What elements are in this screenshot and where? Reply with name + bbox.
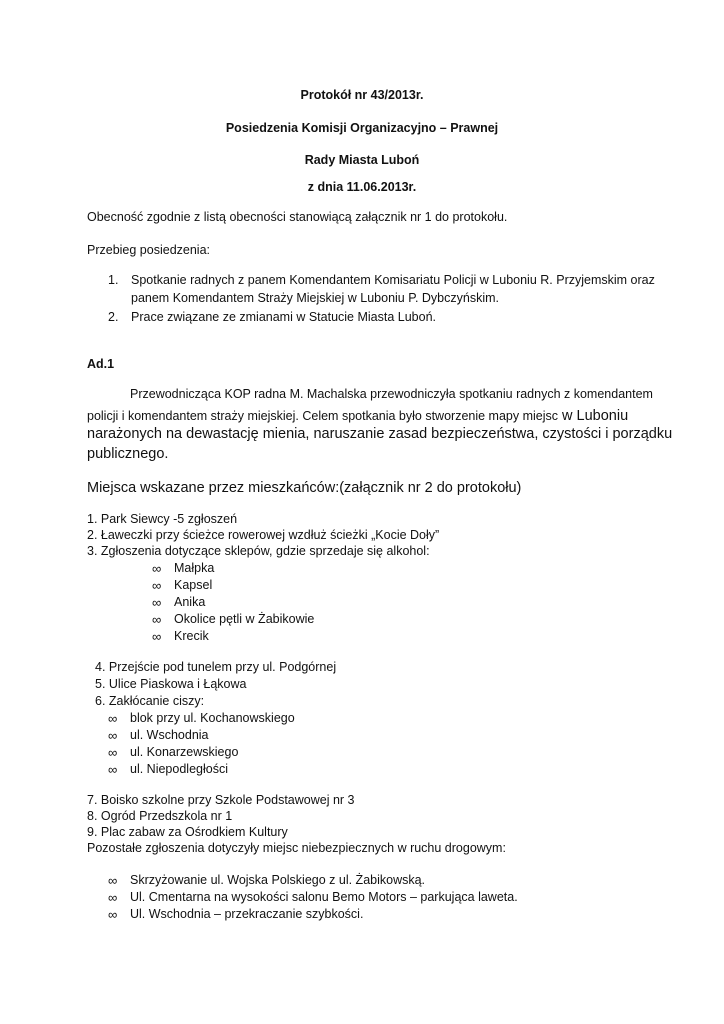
agenda-item-number: 2. bbox=[108, 310, 119, 324]
list-item: 1. Park Siewcy -5 zgłoszeń bbox=[87, 512, 238, 526]
shop-item: Okolice pętli w Żabikowie bbox=[174, 612, 315, 626]
paragraph-line: policji i komendantem straży miejskiej. Celem spotkania było stworzenie mapy miejsc w Luboniu bbox=[87, 408, 629, 424]
bullet-icon: ∞ bbox=[152, 595, 162, 610]
traffic-item: Ul. Cmentarna na wysokości salonu Bemo Motors – parkująca laweta. bbox=[130, 890, 518, 904]
bullet-icon: ∞ bbox=[108, 711, 118, 726]
list-item: 5. Ulice Piaskowa i Łąkowa bbox=[95, 677, 247, 691]
places-title: Miejsca wskazane przez mieszkańców:(załącznik nr 2 do protokołu) bbox=[87, 480, 522, 496]
noise-location: blok przy ul. Kochanowskiego bbox=[130, 711, 295, 725]
list-item: 2. Ławeczki przy ścieżce rowerowej wzdłuż ścieżki „Kocie Doły” bbox=[87, 528, 440, 542]
list-item: 7. Boisko szkolne przy Szkole Podstawowej nr 3 bbox=[87, 793, 355, 807]
paragraph-line: narażonych na dewastację mienia, naruszanie zasad bezpieczeństwa, czystości i porządku bbox=[87, 426, 673, 442]
traffic-item: Ul. Wschodnia – przekraczanie szybkości. bbox=[130, 907, 364, 921]
bullet-icon: ∞ bbox=[152, 561, 162, 576]
paragraph-line: publicznego. bbox=[87, 446, 169, 462]
attendance-note: Obecność zgodnie z listą obecności stanowiącą załącznik nr 1 do protokołu. bbox=[87, 210, 508, 224]
bullet-icon: ∞ bbox=[108, 728, 118, 743]
agenda-item-text-cont: panem Komendantem Straży Miejskiej w Luboniu P. Dybczyńskim. bbox=[131, 291, 499, 305]
shop-item: Małpka bbox=[174, 561, 215, 575]
noise-location: ul. Niepodległości bbox=[130, 762, 228, 776]
bullet-icon: ∞ bbox=[108, 907, 118, 922]
shop-item: Anika bbox=[174, 595, 206, 609]
meeting-date: z dnia 11.06.2013r. bbox=[307, 180, 417, 194]
agenda-item-number: 1. bbox=[108, 273, 119, 287]
shop-item: Krecik bbox=[174, 629, 209, 643]
list-item: 9. Plac zabaw za Ośrodkiem Kultury bbox=[87, 825, 288, 839]
section-heading-ad1: Ad.1 bbox=[87, 357, 115, 371]
agenda-item-text: Spotkanie radnych z panem Komendantem Komisariatu Policji w Luboniu R. Przyjemskim oraz bbox=[131, 273, 655, 287]
list-item: 3. Zgłoszenia dotyczące sklepów, gdzie sprzedaje się alkohol: bbox=[87, 544, 430, 558]
bullet-icon: ∞ bbox=[108, 745, 118, 760]
agenda-item-text: Prace związane ze zmianami w Statucie Miasta Luboń. bbox=[131, 310, 437, 324]
traffic-intro: Pozostałe zgłoszenia dotyczyły miejsc niebezpiecznych w ruchu drogowym: bbox=[87, 841, 506, 855]
agenda-title: Przebieg posiedzenia: bbox=[87, 243, 210, 257]
noise-location: ul. Wschodnia bbox=[130, 728, 209, 742]
bullet-icon: ∞ bbox=[108, 762, 118, 777]
bullet-icon: ∞ bbox=[152, 578, 162, 593]
shop-item: Kapsel bbox=[174, 578, 213, 592]
bullet-icon: ∞ bbox=[108, 873, 118, 888]
bullet-icon: ∞ bbox=[108, 890, 118, 905]
list-item: 8. Ogród Przedszkola nr 1 bbox=[87, 809, 233, 823]
list-item: 4. Przejście pod tunelem przy ul. Podgórnej bbox=[95, 660, 337, 674]
protocol-number: Protokół nr 43/2013r. bbox=[300, 88, 424, 102]
bullet-icon: ∞ bbox=[152, 612, 162, 627]
noise-location: ul. Konarzewskiego bbox=[130, 745, 239, 759]
paragraph-line: Przewodnicząca KOP radna M. Machalska przewodniczyła spotkaniu radnych z komendantem bbox=[130, 387, 653, 401]
traffic-item: Skrzyżowanie ul. Wojska Polskiego z ul. Żabikowską. bbox=[130, 873, 426, 887]
list-item: 6. Zakłócanie ciszy: bbox=[95, 694, 205, 708]
committee-title: Posiedzenia Komisji Organizacyjno – Prawnej bbox=[225, 121, 499, 135]
council-name: Rady Miasta Luboń bbox=[304, 153, 420, 167]
bullet-icon: ∞ bbox=[152, 629, 162, 644]
